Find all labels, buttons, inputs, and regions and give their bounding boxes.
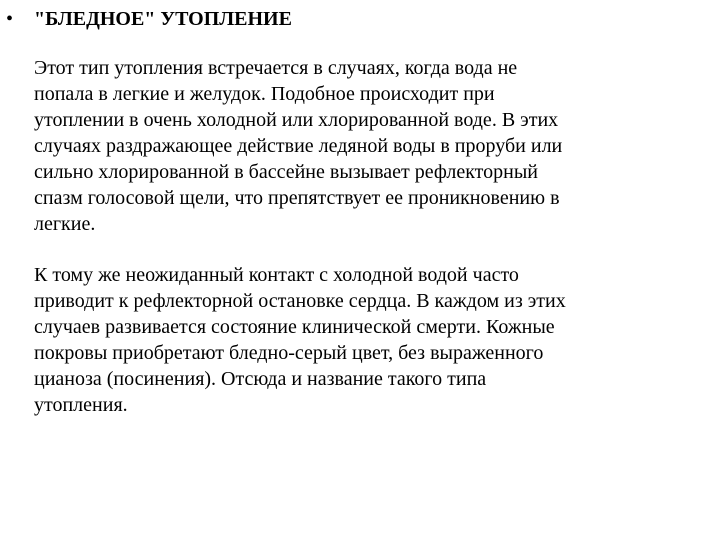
paragraph-line: К тому же неожиданный контакт с холодной водой часто bbox=[34, 264, 519, 286]
paragraph-line: случаев развивается состояние клинической смерти. Кожные bbox=[34, 316, 555, 338]
paragraph-2 bbox=[34, 262, 684, 418]
paragraph-line: утопления. bbox=[34, 394, 128, 416]
paragraph-1 bbox=[34, 55, 684, 237]
paragraph-line: легкие. bbox=[34, 213, 96, 235]
paragraph-line: приводит к рефлекторной остановке сердца. В каждом из этих bbox=[34, 290, 566, 312]
slide-title: "БЛЕДНОЕ" УТОПЛЕНИЕ bbox=[34, 8, 292, 30]
paragraph-line: спазм голосовой щели, что препятствует ее проникновению в bbox=[34, 187, 560, 209]
paragraph-line: случаях раздражающее действие ледяной воды в проруби или bbox=[34, 135, 563, 157]
bullet-marker: • bbox=[6, 8, 14, 30]
paragraph-line: покровы приобретают бледно-серый цвет, без выраженного bbox=[34, 342, 544, 364]
paragraph-line: цианоза (посинения). Отсюда и название такого типа bbox=[34, 368, 487, 390]
paragraph-line: Этот тип утопления встречается в случаях, когда вода не bbox=[34, 57, 518, 79]
paragraph-line: утоплении в очень холодной или хлорированной воде. В этих bbox=[34, 109, 559, 131]
paragraph-line: сильно хлорированной в бассейне вызывает рефлекторный bbox=[34, 161, 538, 183]
paragraph-line: попала в легкие и желудок. Подобное происходит при bbox=[34, 83, 495, 105]
